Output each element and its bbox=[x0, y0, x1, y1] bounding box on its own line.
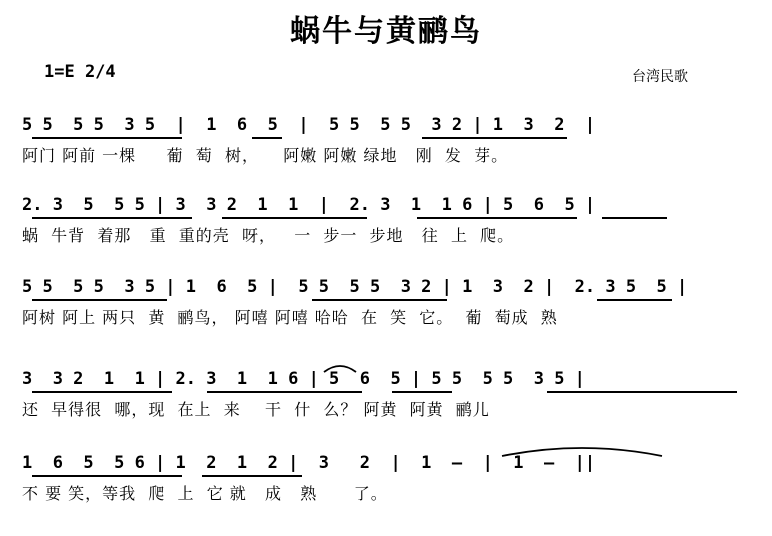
notation-line: 3 3 2 1 1 | 2. 3 1 1 6 | 5 6 5 | 5 5 5 5 3 5 | bbox=[22, 369, 585, 389]
notation-line: 1 6 5 5 6 | 1 2 1 2 | 3 2 | 1 — | 1 — || bbox=[22, 453, 596, 473]
underline-marks bbox=[22, 446, 762, 486]
underline-marks bbox=[22, 108, 762, 148]
notation-line: 5 5 5 5 3 5 | 1 6 5 | 5 5 5 5 3 2 | 1 3 2 | 2. 3 5 5 | bbox=[22, 277, 688, 297]
lyrics-line: 不 要 笑，等我 爬 上 它 就 成 熟 了。 bbox=[22, 484, 388, 503]
song-title: 蜗牛与黄鹂鸟 bbox=[290, 14, 482, 49]
lyrics-line: 还 早得很 哪，现 在上 来 干 什 么？ 阿黄 阿黄 鹂儿 bbox=[22, 400, 490, 419]
underline-marks bbox=[22, 188, 762, 228]
lyrics-line: 蜗 牛背 着那 重 重的壳 呀， 一 步一 步地 往 上 爬。 bbox=[22, 226, 515, 245]
underline-marks bbox=[22, 362, 762, 402]
song-source: 台湾民歌 bbox=[632, 69, 688, 85]
notation-line: 5 5 5 5 3 5 | 1 6 5 | 5 5 5 5 3 2 | 1 3 2 | bbox=[22, 115, 596, 135]
key-signature: 1=E 2/4 bbox=[44, 62, 116, 82]
underline-marks bbox=[22, 270, 762, 310]
notation-line: 2. 3 5 5 5 | 3 3 2 1 1 | 2. 3 1 1 6 | 5 6 5 | bbox=[22, 195, 596, 215]
lyrics-line: 阿树 阿上 两只 黄 鹂鸟， 阿嘻 阿嘻 哈哈 在 笑 它。 葡 萄成 熟 bbox=[22, 308, 558, 327]
lyrics-line: 阿门 阿前 一棵 葡 萄 树， 阿嫩 阿嫩 绿地 刚 发 芽。 bbox=[22, 146, 509, 165]
